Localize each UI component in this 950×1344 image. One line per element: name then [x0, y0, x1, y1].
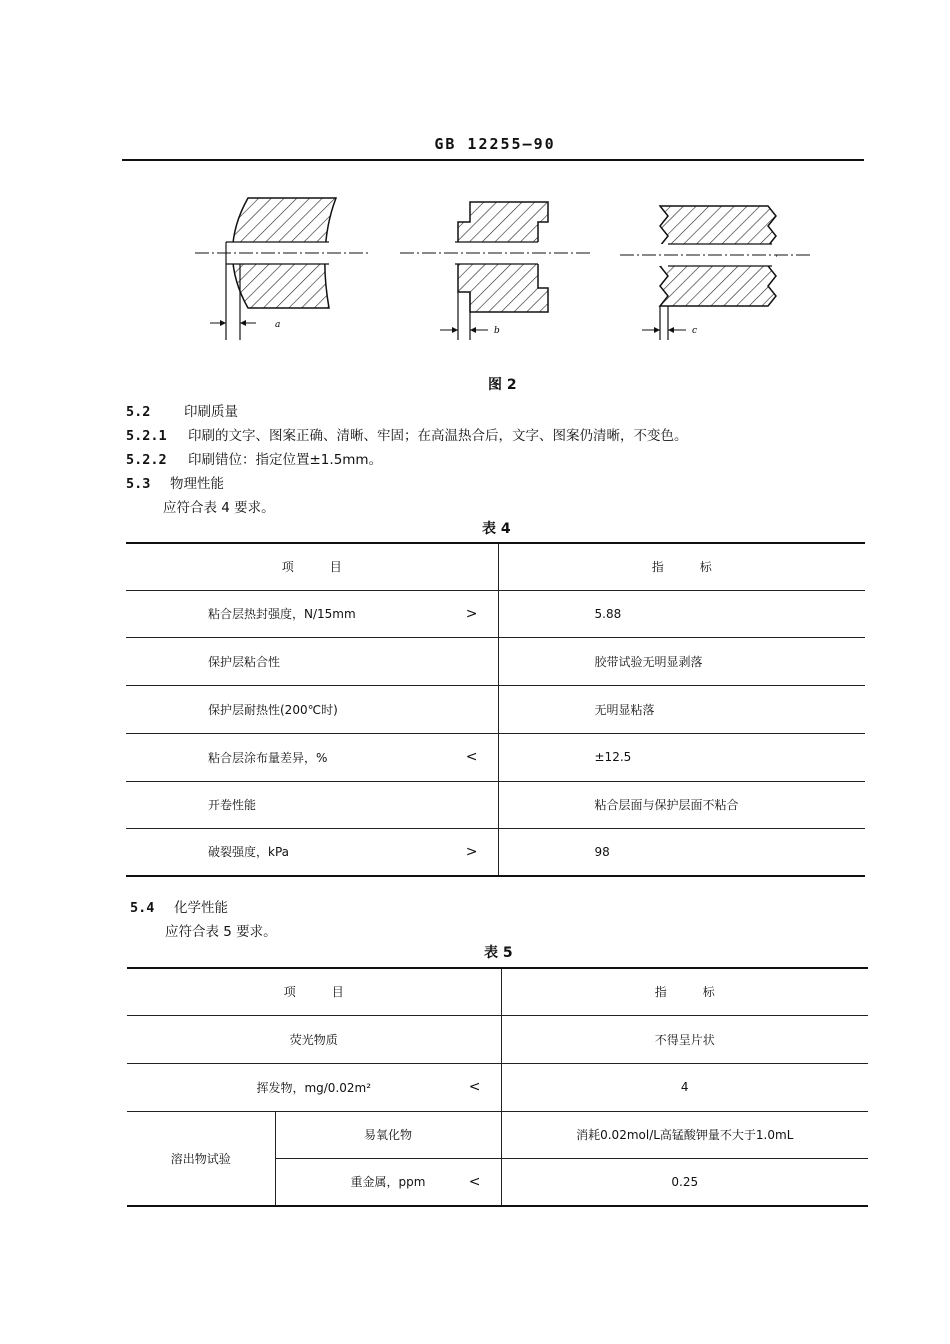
row-item: 破裂强度，kPa: [208, 845, 290, 860]
section-5-2: [126, 400, 238, 420]
section-heading: 印刷质量: [184, 404, 238, 420]
section-5-4: [130, 896, 228, 916]
section-number: 5.3: [126, 476, 151, 492]
header-value: 指 标: [654, 985, 715, 1000]
figure-label-c: c: [692, 326, 698, 336]
row-value: 消耗0.02mol/L高锰酸钾量不大于1.0mL: [576, 1128, 794, 1142]
row-item: 挥发物，mg/0.02m²: [256, 1080, 372, 1095]
comparison-symbol: <: [468, 1173, 481, 1190]
table-row: [126, 637, 865, 685]
section-text: 印刷错位：指定位置±1.5mm。: [188, 452, 383, 468]
header-item: 项 目: [126, 543, 498, 590]
section-number: 5.4: [130, 900, 155, 916]
figure-part-a: [195, 198, 368, 340]
table-row: [126, 781, 865, 828]
row-value: 0.25: [671, 1174, 699, 1189]
document-header: GB 12255—90: [434, 135, 556, 153]
figure-caption: 图 2: [488, 377, 517, 393]
comparison-symbol: >: [465, 605, 478, 622]
table-row: [127, 1015, 868, 1063]
section-heading: 化学性能: [174, 900, 228, 916]
table-4: [126, 542, 865, 877]
figure-label-b: b: [494, 326, 500, 336]
section-number: 5.2.2: [126, 452, 167, 468]
table-5-title: 表 5: [484, 945, 513, 961]
section-5-4-body: 应符合表 5 要求。: [165, 924, 277, 940]
section-heading: 物理性能: [170, 476, 224, 492]
table-row: [126, 828, 865, 876]
row-item: 荧光物质: [289, 1032, 338, 1047]
row-value: 98: [594, 844, 610, 859]
table-row: [127, 1111, 868, 1158]
header-value: 指 标: [651, 560, 712, 575]
row-item: 保护层耐热性(200℃时): [208, 702, 338, 717]
row-value: 胶带试验无明显剥落: [594, 654, 703, 669]
row-item: 粘合层热封强度，N/15mm: [208, 607, 356, 621]
row-value: 4: [680, 1080, 689, 1094]
section-text: 印刷的文字、图案正确、清晰、牢固；在高温热合后，文字、图案仍清晰，不变色。: [188, 428, 688, 444]
header-item: 项 目: [127, 968, 501, 1015]
row-value: 5.88: [594, 606, 622, 621]
section-number: 5.2.1: [126, 428, 167, 444]
header-rule: [122, 159, 864, 161]
table-header-row: [127, 968, 868, 1015]
row-item: 易氧化物: [363, 1128, 412, 1142]
figure-part-b: [400, 202, 590, 340]
table-4-title: 表 4: [482, 521, 511, 537]
row-value: 无明显粘落: [594, 702, 655, 717]
table-5: [127, 967, 868, 1207]
row-value: ±12.5: [594, 750, 632, 764]
section-5-3-body: 应符合表 4 要求。: [163, 500, 275, 516]
table-row: [127, 1063, 868, 1111]
figure-2-diagram: [190, 190, 820, 350]
row-value: 不得呈片状: [654, 1032, 715, 1047]
section-5-2-1: [126, 424, 688, 444]
section-5-2-2: [126, 448, 382, 468]
row-item: 粘合层涂布量差异，%: [208, 750, 328, 765]
comparison-symbol: >: [465, 843, 478, 860]
section-number: 5.2: [126, 404, 151, 420]
comparison-symbol: <: [468, 1079, 481, 1095]
figure-part-c: [620, 206, 812, 340]
figure-label-a: a: [275, 320, 281, 330]
table-row: [126, 685, 865, 733]
table-header-row: [126, 543, 865, 590]
comparison-symbol: <: [465, 749, 478, 765]
row-item: 开卷性能: [208, 798, 257, 812]
table-row: [126, 733, 865, 781]
row-item: 重金属，ppm: [350, 1175, 426, 1190]
table-row: [126, 590, 865, 637]
row-value: 粘合层面与保护层面不粘合: [594, 798, 739, 812]
row-item: 保护层粘合性: [208, 654, 281, 669]
section-5-3: [126, 472, 224, 492]
group-label: 溶出物试验: [127, 1111, 275, 1206]
